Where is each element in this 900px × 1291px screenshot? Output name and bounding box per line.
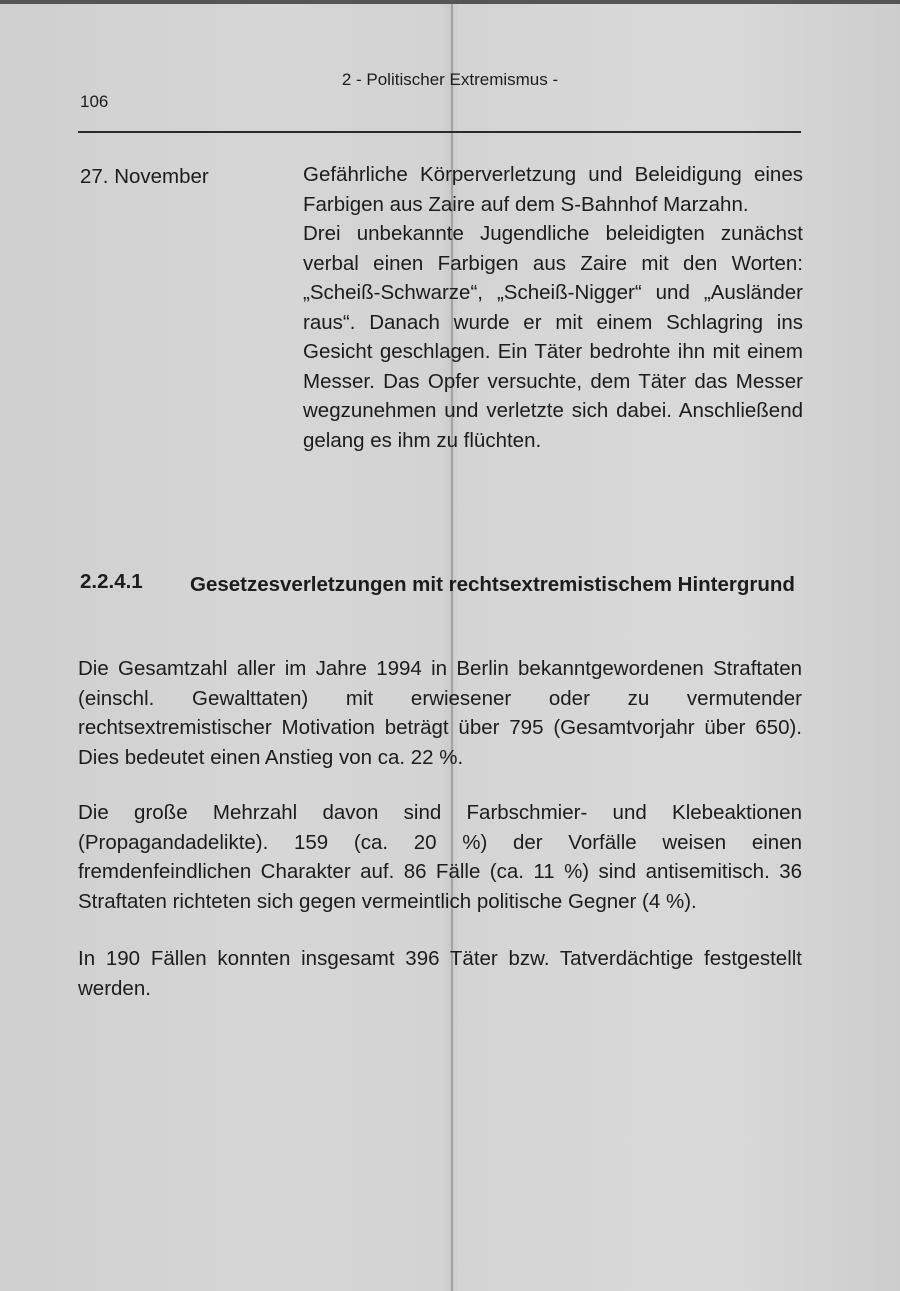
entry-date: 27. November bbox=[80, 165, 209, 188]
paragraph-suspects: In 190 Fällen konnten insgesamt 396 Täter bzw. Tatverdächtige festgestellt werden. bbox=[78, 947, 802, 1000]
entry-body bbox=[303, 160, 803, 455]
scan-top-edge bbox=[0, 0, 900, 4]
section-title: Gesetzesverletzungen mit rechtsextremistischem Hintergrund bbox=[190, 573, 795, 596]
page-number: 106 bbox=[80, 92, 109, 111]
paragraph-offense-breakdown: Die große Mehrzahl davon sind Farbschmier- und Klebeaktionen (Propagandadelikte). 159 (ca. 20 %) der Vorfälle weisen einen fremdenfeindlichen Charakter auf. 86 Fälle (ca. 11 %) sind antisemitisch. 36 Straftaten richteten sich gegen vermeintlich politische Gegner (4 %). bbox=[78, 801, 802, 913]
paragraph-total-offenses: Die Gesamtzahl aller im Jahre 1994 in Berlin bekanntgewordenen Straftaten (einschl. Gewalttaten) mit erwiesener oder zu vermutender rechtsextremistischer Motivation beträgt über 795 (Gesamtvorjahr über 650). Dies bedeutet einen Anstieg von ca. 22 %. bbox=[78, 657, 802, 769]
section-number: 2.2.4.1 bbox=[80, 570, 143, 593]
chapter-header: 2 - Politischer Extremismus - bbox=[341, 70, 559, 89]
header-divider bbox=[78, 131, 801, 133]
entry-description: Drei unbekannte Jugendliche beleidigten zunächst verbal einen Farbigen aus Zaire mit den Worten: „Scheiß-Schwarze“, „Scheiß-Nigger“ und „Ausländer raus“. Danach wurde er mit einem Schlagring ins Gesicht geschlagen. Ein Täter bedrohte ihn mit einem Messer. Das Opfer versuchte, dem Täter das Messer wegzunehmen und verletzte sich dabei. Anschließend gelang es ihm zu flüchten. bbox=[303, 222, 803, 452]
entry-headline: Gefährliche Körperverletzung und Beleidigung eines Farbigen aus Zaire auf dem S-Bahnhof Marzahn. bbox=[303, 163, 803, 216]
